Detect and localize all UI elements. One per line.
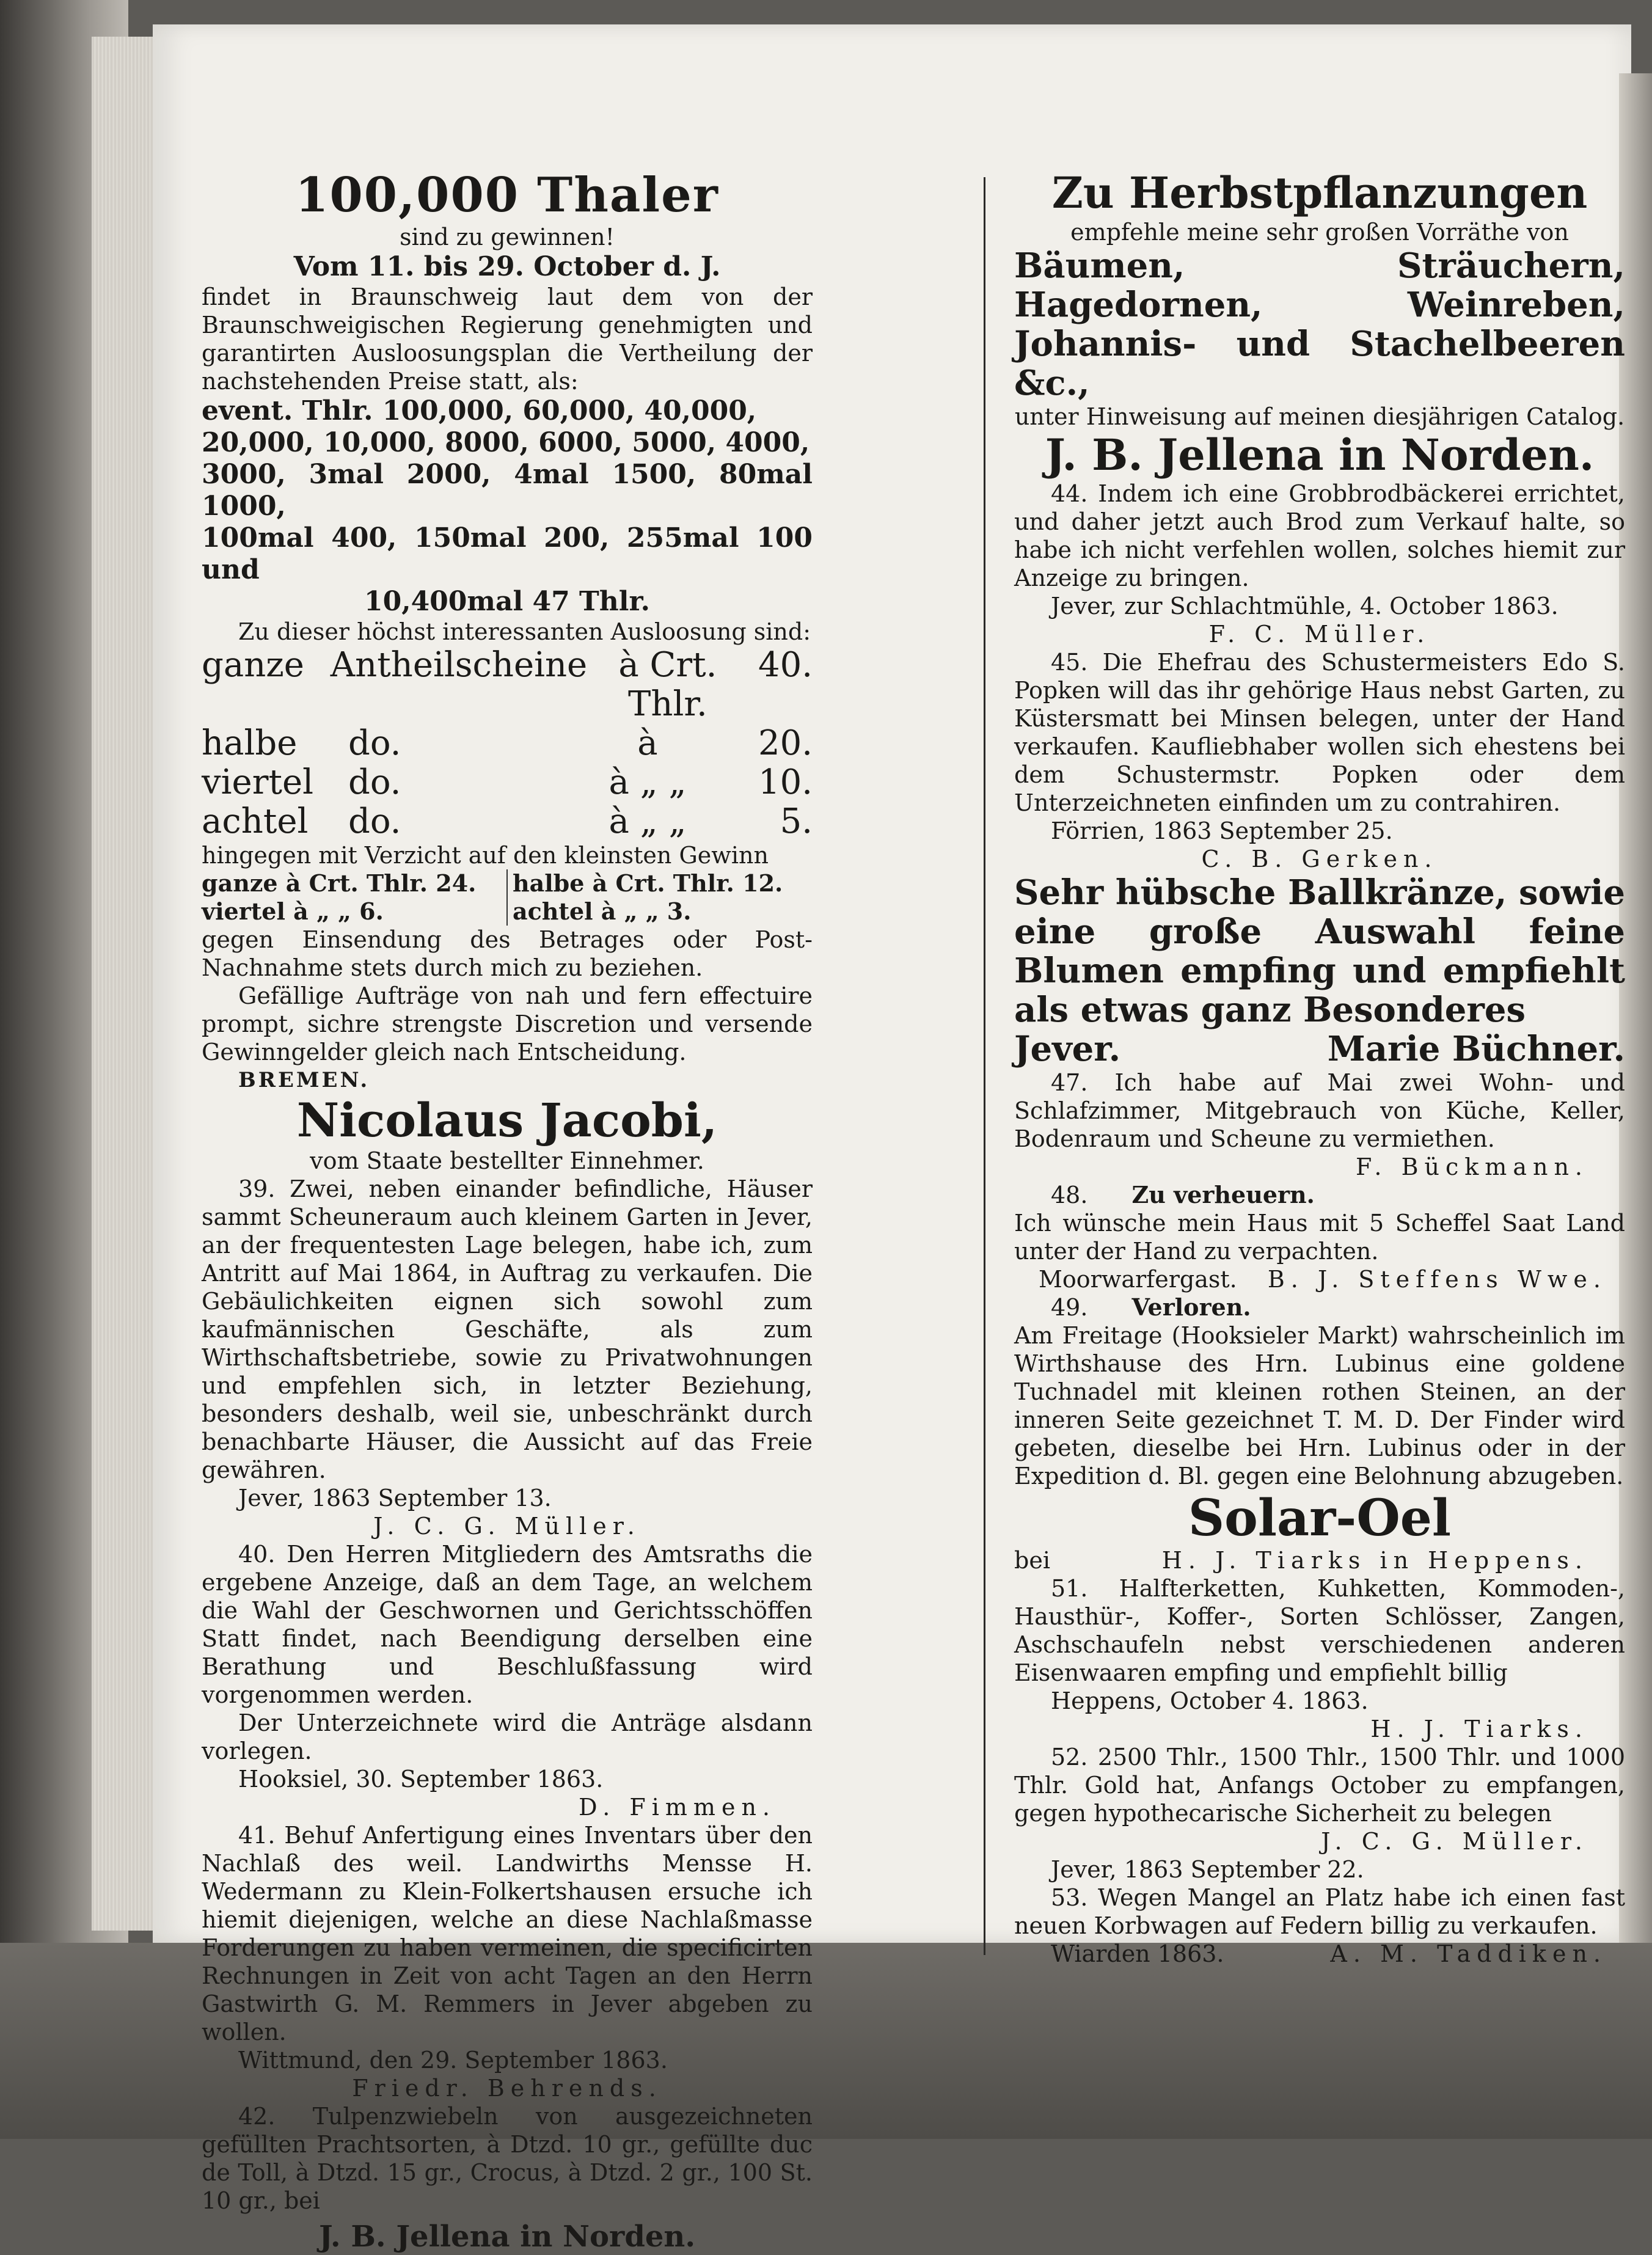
share-type: do.	[348, 723, 401, 763]
ad-signature-row	[1014, 1546, 1625, 1574]
waiver-price: viertel à „ „ 6.	[202, 897, 384, 925]
share-price: 5.	[780, 802, 813, 841]
ad-text: Der Unterzeichnete wird die Anträge alsdann vorlegen.	[202, 1709, 813, 1764]
ad-text: 44. Indem ich eine Grobbrodbäckerei errichtet, und daher jetzt auch Brod zum Verkauf halte, so habe ich nicht verfehlen wollen, solches hiemit zur Anzeige zu bringen.	[1014, 480, 1625, 591]
column-divider	[984, 177, 985, 1955]
ad-highlight: Bäumen, Sträuchern, Hagedornen, Weinreben, Johannis- und Stachelbeeren &c.,	[1014, 246, 1625, 403]
ad-signature: F. Bückmann.	[1355, 1153, 1588, 1180]
prize-line: 100mal 400, 150mal 200, 255mal 100 und	[202, 522, 813, 585]
waiver-left	[202, 869, 508, 926]
city-label: BREMEN.	[238, 1068, 370, 1092]
ad-headline: Zu Herbstpflanzungen	[1051, 167, 1588, 218]
ad-signature: C. B. Gerken.	[1201, 846, 1438, 872]
waiver-price: halbe à Crt. Thlr. 12.	[513, 869, 783, 897]
ad-signature-row	[1014, 1940, 1625, 1968]
right-column	[1014, 168, 1625, 1968]
ad-text: unter Hinweisung auf meinen diesjährigen Catalog.	[1014, 403, 1625, 430]
ad-text: 52. 2500 Thlr., 1500 Thlr., 1500 Thlr. und 1000 Thlr. Gold hat, Anfangs October zu empfangen, gegen hypothecarische Sicherheit zu belegen	[1014, 1744, 1625, 1827]
ad-signature: D. Fimmen.	[579, 1794, 776, 1821]
lottery-intro: findet in Braunschweig laut dem von der Braunschweigischen Regierung genehmigten und garantirten Ausloosungsplan die Vertheilung der nachstehenden Preise statt, als:	[202, 283, 813, 395]
ad-text: 53. Wegen Mangel an Platz habe ich einen fast neuen Korbwagen auf Federn billig zu verkaufen.	[1014, 1884, 1625, 1939]
prize-line: 3000, 3mal 2000, 4mal 1500, 80mal 1000,	[202, 459, 813, 522]
waiver-right	[508, 869, 813, 926]
ad-prefix: bei	[1014, 1547, 1050, 1574]
prize-line: 20,000, 10,000, 8000, 6000, 5000, 4000,	[202, 427, 810, 458]
ad-signature-row	[1014, 1029, 1625, 1069]
lottery-dates: Vom 11. bis 29. October d. J.	[293, 251, 721, 282]
ad-highlight: Sehr hübsche Ballkränze, sowie eine große Auswahl feine Blumen empfing und empfiehlt als etwas ganz Besonderes	[1014, 872, 1625, 1030]
ad-text: 51. Halfterketten, Kuhketten, Kommoden-, Hausthür-, Koffer-, Sorten Schlösser, Zangen, Aschschaufeln nebst verschiedenen anderen Eisenwaaren empfing und empfiehlt billig	[1014, 1575, 1625, 1686]
agent-name: Nicolaus Jacobi,	[296, 1093, 718, 1147]
ad-signature: J. C. G. Müller.	[373, 1513, 641, 1540]
ad-signature: A. M. Taddiken.	[1330, 1940, 1607, 1967]
ad-signature: H. J. Tiarks.	[1370, 1716, 1588, 1742]
ad-signature: H. J. Tiarks in Heppens.	[1161, 1547, 1588, 1574]
waiver-price: achtel à „ „ 3.	[513, 897, 692, 925]
lottery-subtitle: sind zu gewinnen!	[400, 224, 615, 250]
ad-place: Moorwarfergast.	[1039, 1266, 1237, 1293]
share-price: 10.	[758, 762, 813, 802]
share-row	[202, 763, 813, 802]
ad-signature: F. C. Müller.	[1208, 621, 1431, 648]
ad-signature: J. B. Jellena in Norden.	[1045, 429, 1595, 480]
ad-number: 49.	[1051, 1294, 1088, 1321]
ad-signature: B. J. Steffens Wwe.	[1267, 1266, 1607, 1293]
share-row	[202, 724, 813, 763]
ad-place: Wiarden 1863.	[1051, 1940, 1224, 1967]
ad-text: 41. Behuf Anfertigung eines Inventars über den Nachlaß des weil. Landwirths Mensse H. Wedermann zu Klein-Folkertshausen ersuche ich hiemit diejenigen, welche an diese Nachlaßmasse Forderungen zu haben vermeinen, die specificirten Rechnungen in Zeit von acht Tagen an den Herrn Gastwirth G. M. Remmers in Jever abgeben zu wollen.	[202, 1822, 813, 2045]
ad-text: empfehle meine sehr großen Vorräthe von	[1070, 219, 1569, 246]
share-currency: à Crt. Thlr.	[618, 645, 717, 724]
waiver-price: ganze à Crt. Thlr. 24.	[202, 869, 477, 897]
ad-text: 45. Die Ehefrau des Schustermeisters Edo S. Popken will das ihr gehörige Haus nebst Garten, zu Küstersmatt bei Minsen belegen, unter der Hand verkaufen. Kaufliebhaber wollen sich ehestens bei dem Schustermstr. Popken oder dem Unterzeichneten einfinden um zu contrahiren.	[1014, 649, 1625, 816]
ad-signature: J. C. G. Müller.	[1321, 1828, 1588, 1855]
ad-text: Am Freitage (Hooksieler Markt) wahrscheinlich im Wirthshause des Hrn. Lubinus eine goldene Tuchnadel mit kleinen rothen Steinen, an der inneren Seite gezeichnet T. M. D. Der Finder wird gebeten, dieselbe bei Hrn. Lubinus oder in der Expedition d. Bl. gegen eine Belohnung abzugeben.	[1014, 1322, 1625, 1489]
ad-number: 48.	[1051, 1182, 1088, 1208]
ad-text: 42. Tulpenzwiebeln von ausgezeichneten gefüllten Prachtsorten, à Dtzd. 10 gr., gefüllte duc de Toll, à Dtzd. 15 gr., Crocus, à Dtzd. 2 gr., 100 St. 10 gr., bei	[202, 2103, 813, 2214]
ad-text: 40. Den Herren Mitgliedern des Amtsraths die ergebene Anzeige, daß an dem Tage, an welchem die Wahl der Geschwornen und Gerichtsschöffen Statt findet, nach Beendigung derselben eine Berathung und Beschlußfassung wird vorgenommen werden.	[202, 1541, 813, 1708]
share-size: achtel	[202, 802, 309, 841]
waiver-text: hingegen mit Verzicht auf den kleinsten Gewinn	[202, 842, 769, 869]
waiver-prices	[202, 869, 813, 926]
orders-text: Gefällige Aufträge von nah und fern effectuire prompt, sichre strengste Discretion und versende Gewinngelder gleich nach Entscheidung.	[202, 982, 813, 1065]
ad-place: Jever.	[1014, 1029, 1121, 1069]
share-type: do.	[348, 802, 401, 841]
share-type: Antheilscheine	[330, 645, 588, 685]
ad-header-row	[1014, 1181, 1625, 1209]
ad-text: 39. Zwei, neben einander befindliche, Häuser sammt Scheuneraum auch kleinem Garten in Jever, an der frequentesten Lage belegen, habe ich, zum Antritt auf Mai 1864, in Auftrag zu verkaufen. Die Gebäulichkeiten eignen sich sowohl zum kaufmännischen Geschäfte, als zum Wirthschaftsbetriebe, sowie zu Privatwohnungen und empfehlen sich, in letzter Beziehung, besonders deshalb, weil sie, unbeschränkt durch benachbarte Häuser, die Aussicht auf das Freie gewähren.	[202, 1175, 813, 1483]
share-size: halbe	[202, 723, 298, 763]
agent-title: vom Staate bestellter Einnehmer.	[310, 1147, 704, 1174]
share-currency: à „ „	[609, 762, 687, 802]
shares-table	[202, 646, 813, 841]
shares-intro: Zu dieser höchst interessanten Ausloosung sind:	[238, 618, 811, 645]
ad-place: Jever, 1863 September 22.	[1051, 1856, 1364, 1883]
share-currency: à „ „	[609, 802, 687, 841]
share-row	[202, 802, 813, 841]
prize-line: event. Thlr. 100,000, 60,000, 40,000,	[202, 395, 757, 426]
prize-line: 10,400mal 47 Thlr.	[364, 586, 650, 617]
share-size: viertel	[202, 762, 314, 802]
ad-text: Ich wünsche mein Haus mit 5 Scheffel Saat Land unter der Hand zu verpachten.	[1014, 1210, 1625, 1265]
ad-signature: J. B. Jellena in Norden.	[318, 2220, 696, 2254]
ad-signature: Friedr. Behrends.	[352, 2075, 662, 2102]
ad-heading: Zu verheuern.	[1131, 1181, 1315, 1208]
ad-place: Hooksiel, 30. September 1863.	[238, 1766, 604, 1793]
share-size: ganze	[202, 645, 304, 685]
share-currency: à	[637, 723, 658, 763]
ad-place: Heppens, October 4. 1863.	[1051, 1687, 1369, 1714]
send-text: gegen Einsendung des Betrages oder Post-Nachnahme stets durch mich zu beziehen.	[202, 926, 813, 981]
share-type: do.	[348, 762, 401, 802]
share-price: 20.	[758, 723, 813, 763]
ad-headline: Solar-Oel	[1188, 1489, 1452, 1548]
ad-place: Wittmund, den 29. September 1863.	[238, 2047, 668, 2074]
ad-place: Jever, 1863 September 13.	[238, 1485, 552, 1511]
ad-place: Förrien, 1863 September 25.	[1051, 817, 1393, 844]
share-price: 40.	[758, 645, 813, 685]
ad-place: Jever, zur Schlachtmühle, 4. October 1863.	[1051, 593, 1559, 619]
ad-text: 47. Ich habe auf Mai zwei Wohn- und Schlafzimmer, Mitgebrauch von Küche, Keller, Bodenraum und Scheune zu vermiethen.	[1014, 1069, 1625, 1152]
lottery-title: 100,000 Thaler	[295, 167, 719, 223]
ad-signature: Marie Büchner.	[1327, 1029, 1625, 1069]
ad-heading: Verloren.	[1131, 1293, 1251, 1321]
left-column	[202, 168, 813, 2255]
share-row	[202, 646, 813, 724]
ad-header-row	[1014, 1293, 1625, 1321]
ad-signature-row	[1014, 1265, 1625, 1293]
